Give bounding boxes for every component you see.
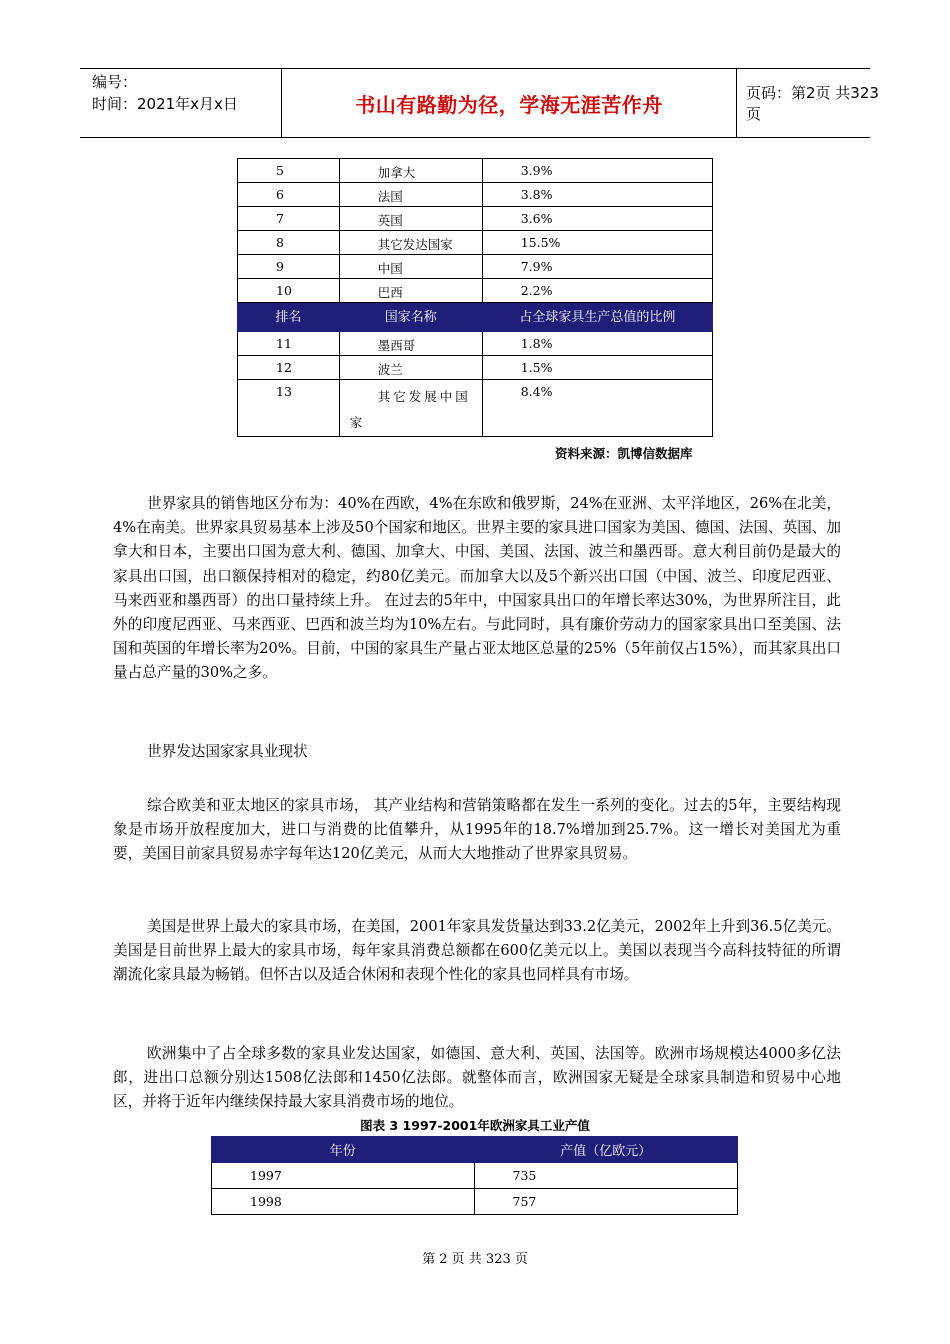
ranking-table (237, 158, 713, 437)
share-cell: 3.8% (482, 183, 712, 207)
table-source-note: 资料来源：凯博信数据库 (555, 446, 693, 461)
rank-cell: 8 (238, 231, 340, 255)
table-header-row (212, 1137, 738, 1163)
table-row (238, 183, 713, 207)
country-cell: 巴西 (339, 279, 482, 303)
share-cell: 3.9% (482, 159, 712, 183)
country-cell (339, 380, 482, 437)
rank-cell: 13 (238, 380, 340, 437)
table-row (238, 159, 713, 183)
output-cell: 757 (474, 1189, 738, 1215)
country-cell: 中国 (339, 255, 482, 279)
share-cell: 8.4% (482, 380, 712, 437)
table-row (238, 207, 713, 231)
paragraph-sales-distribution: 世界家具的销售地区分布为：40%在西欧，4%在东欧和俄罗斯，24%在亚洲、太平洋地区，26%在北美，4%在南美。世界家具贸易基本上涉及50个国家和地区。世界主要的家具进口国家为美国、德国、法国、英国、加拿大和日本，主要出口国为意大利、德国、加拿大、中国、美国、法国、波兰和墨西哥。意大利目前仍是最大的家具出口国，出口额保持相对的稳定，约80亿美元。而加拿大以及5个新兴出口国（中国、波兰、印度尼西亚、马来西亚和墨西哥）的出口量持续上升。 在过去的5年中，中国家具出口的年增长率达30%，为世界所注目，此外的印度尼西亚、马来西亚、巴西和波兰均为10%左右。与此同时，具有廉价劳动力的国家家具出口至美国、法国和英国的年增长率为20%。目前，中国的家具生产量占亚太地区总量的25%（5年前仅占15%），而其家具出口量占总产量的30%之多。 (113, 495, 841, 682)
table-row (238, 380, 713, 437)
share-cell: 3.6% (482, 207, 712, 231)
share-cell: 1.8% (482, 332, 712, 356)
section-heading: 世界发达国家家具业现状 (147, 743, 308, 760)
table-header-row (238, 303, 713, 332)
country-cell: 波兰 (339, 356, 482, 380)
country-cell: 加拿大 (339, 159, 482, 183)
rank-cell: 11 (238, 332, 340, 356)
header-motto: 书山有路勤为径，学海无涯苦作舟 (281, 69, 737, 137)
country-name-line2: 家 (349, 415, 366, 430)
header-page-info: 页码：第2页 共323页 (746, 84, 879, 123)
rank-cell: 7 (238, 207, 340, 231)
country-cell: 法国 (339, 183, 482, 207)
table-row (238, 279, 713, 303)
paragraph-europe-market: 欧洲集中了占全球多数的家具业发达国家，如德国、意大利、英国、法国等。欧洲市场规模达4000多亿法郎，进出口总额分别达1508亿法郎和1450亿法郎。就整体而言，欧洲国家无疑是全球家具制造和贸易中心地区，并将于近年内继续保持最大家具消费市场的地位。 (113, 1045, 841, 1111)
page-header (80, 68, 879, 138)
table-row (238, 332, 713, 356)
share-cell: 7.9% (482, 255, 712, 279)
page-footer: 第 2 页 共 323 页 (422, 1252, 528, 1267)
paragraph-us-market: 美国是世界上最大的家具市场，在美国，2001年家具发货量达到33.2亿美元，2002年上升到36.5亿美元。美国是目前世界上最大的家具市场，每年家具消费总额都在600亿美元以上。美国以表现当今高科技特征的所谓潮流化家具最为畅销。但怀古以及适合休闲和表现个性化的家具也同样具有市场。 (113, 918, 841, 984)
year-cell: 1998 (212, 1189, 475, 1215)
figure-title: 图表 3 1997-2001年欧洲家具工业产值 (360, 1118, 590, 1133)
column-header-output: 产值（亿欧元） (474, 1137, 738, 1163)
table-row (238, 255, 713, 279)
country-cell: 墨西哥 (339, 332, 482, 356)
europe-output-table (211, 1136, 738, 1215)
column-header-country: 国家名称 (339, 303, 482, 332)
header-meta (80, 69, 280, 137)
share-cell: 15.5% (482, 231, 712, 255)
doc-date-label: 时间：2021年x月x日 (92, 95, 238, 113)
rank-cell: 10 (238, 279, 340, 303)
table-row (212, 1189, 738, 1215)
column-header-rank: 排名 (238, 303, 340, 332)
rank-cell: 5 (238, 159, 340, 183)
table-row (238, 356, 713, 380)
share-cell: 2.2% (482, 279, 712, 303)
rank-cell: 12 (238, 356, 340, 380)
share-cell: 1.5% (482, 356, 712, 380)
table-row (238, 231, 713, 255)
country-name-line1: 其它发展中国 (377, 389, 471, 404)
country-cell: 英国 (339, 207, 482, 231)
column-header-year: 年份 (212, 1137, 475, 1163)
column-header-share: 占全球家具生产总值的比例 (482, 303, 712, 332)
table-row (212, 1163, 738, 1189)
rank-cell: 9 (238, 255, 340, 279)
paragraph-market-structure: 综合欧美和亚太地区的家具市场， 其产业结构和营销策略都在发生一系列的变化。过去的5年，主要结构现象是市场开放程度加大，进口与消费的比值攀升，从1995年的18.7%增加到25.7%。这一增长对美国尤为重要，美国目前家具贸易赤字每年达120亿美元，从而大大地推动了世界家具贸易。 (113, 797, 841, 863)
doc-number-label: 编号： (92, 73, 138, 91)
rank-cell: 6 (238, 183, 340, 207)
output-cell: 735 (474, 1163, 738, 1189)
year-cell: 1997 (212, 1163, 475, 1189)
country-cell: 其它发达国家 (339, 231, 482, 255)
